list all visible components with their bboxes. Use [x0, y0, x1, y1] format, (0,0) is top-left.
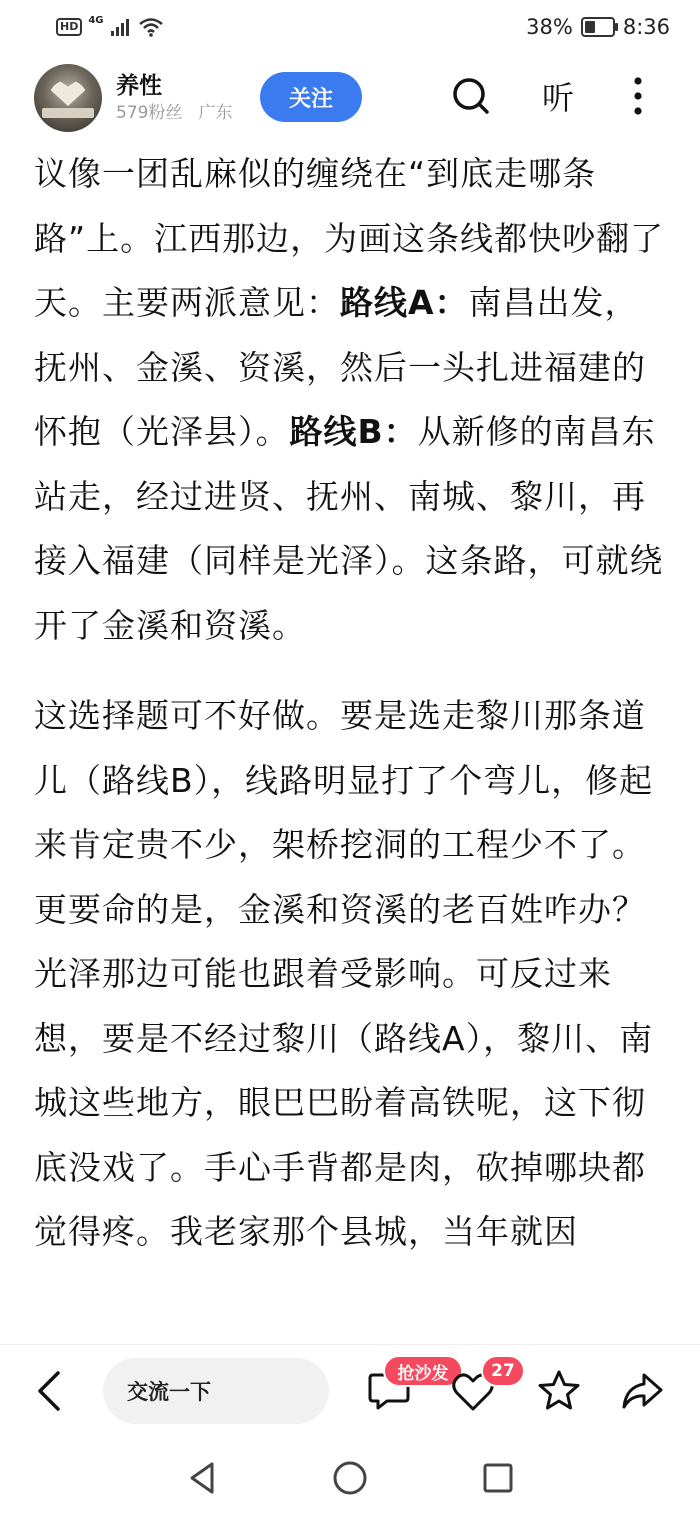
route-a-label: 路线A： — [340, 283, 469, 322]
circle-home-icon — [330, 1458, 370, 1498]
paragraph-text: 议像一团乱麻似的缠绕在“到底走哪条路”上。江西那边，为画这条线都快吵翻了天。主要两派意见： — [34, 154, 665, 322]
share-button[interactable] — [618, 1367, 666, 1415]
paragraph-text: 从新修的南昌东站走，经过进贤、抚州、南城、黎川，再接入福建（同样是光泽）。这条路，可就绕开了金溪和资溪。 — [34, 412, 664, 645]
status-left — [56, 14, 164, 37]
share-icon — [618, 1367, 666, 1415]
listen-label: 听 — [541, 79, 574, 117]
status-right — [526, 15, 670, 39]
more-button[interactable] — [616, 74, 660, 118]
signal-icon — [110, 18, 132, 36]
paragraph-text: 南昌出发，抚州、金溪、资溪，然后一头扎进福建的怀抱（光泽县）。 — [34, 283, 646, 451]
author-name[interactable]: 养性 — [116, 73, 162, 99]
article-paragraph: 这选择题可不好做。要是选走黎川那条道儿（路线B），线路明显打了个弯儿，修起来肯定贵不少，架桥挖洞的工程少不了。更要命的是，金溪和资溪的老百姓咋办？光泽那边可能也跟着受影响。可反过来想，要是不经过黎川（路线A），黎川、南城这些地方，眼巴巴盼着高铁呢，这下彻底没戏了。手心手背都是肉，砍掉哪块都觉得疼。我老家那个县城，当年就因 — [34, 696, 654, 1251]
battery-tip — [615, 23, 618, 31]
nav-recents-button[interactable] — [478, 1458, 518, 1498]
status-bar — [0, 0, 700, 54]
article-body — [34, 142, 670, 1342]
square-recents-icon — [478, 1458, 518, 1498]
back-arrow-icon — [30, 1369, 74, 1413]
sofa-badge: 抢沙发 — [383, 1355, 463, 1387]
favorite-button[interactable] — [535, 1367, 583, 1415]
listen-button[interactable] — [536, 74, 580, 118]
nav-back-button[interactable] — [182, 1458, 222, 1498]
search-icon — [451, 76, 491, 116]
follower-count: 579粉丝 — [116, 103, 183, 123]
back-button[interactable] — [30, 1369, 74, 1413]
author-location: 广东 — [198, 103, 233, 123]
bottom-action-bar — [0, 1345, 700, 1440]
star-icon — [535, 1367, 583, 1415]
system-nav-bar — [0, 1440, 700, 1517]
search-button[interactable] — [449, 74, 493, 118]
route-b-label: 路线B： — [289, 412, 418, 451]
more-vertical-icon — [632, 76, 644, 116]
battery-level — [585, 21, 595, 33]
author-avatar[interactable] — [34, 64, 102, 132]
nav-home-button[interactable] — [330, 1458, 370, 1498]
author-info[interactable] — [116, 71, 232, 125]
clock: 8:36 — [622, 15, 670, 39]
comment-placeholder: 交流一下 — [127, 1380, 211, 1404]
battery-icon — [581, 17, 615, 37]
network-type: 4G — [88, 14, 104, 26]
article-paragraph — [34, 142, 670, 658]
like-count-badge: 27 — [481, 1355, 525, 1387]
article-header — [0, 58, 700, 138]
battery-percent: 38% — [526, 15, 573, 39]
hd-badge: HD — [56, 18, 82, 36]
triangle-back-icon — [182, 1458, 222, 1498]
author-meta — [116, 101, 232, 125]
follow-button[interactable]: 关注 — [260, 72, 362, 122]
wifi-icon — [138, 17, 164, 37]
comment-input[interactable] — [103, 1358, 329, 1424]
